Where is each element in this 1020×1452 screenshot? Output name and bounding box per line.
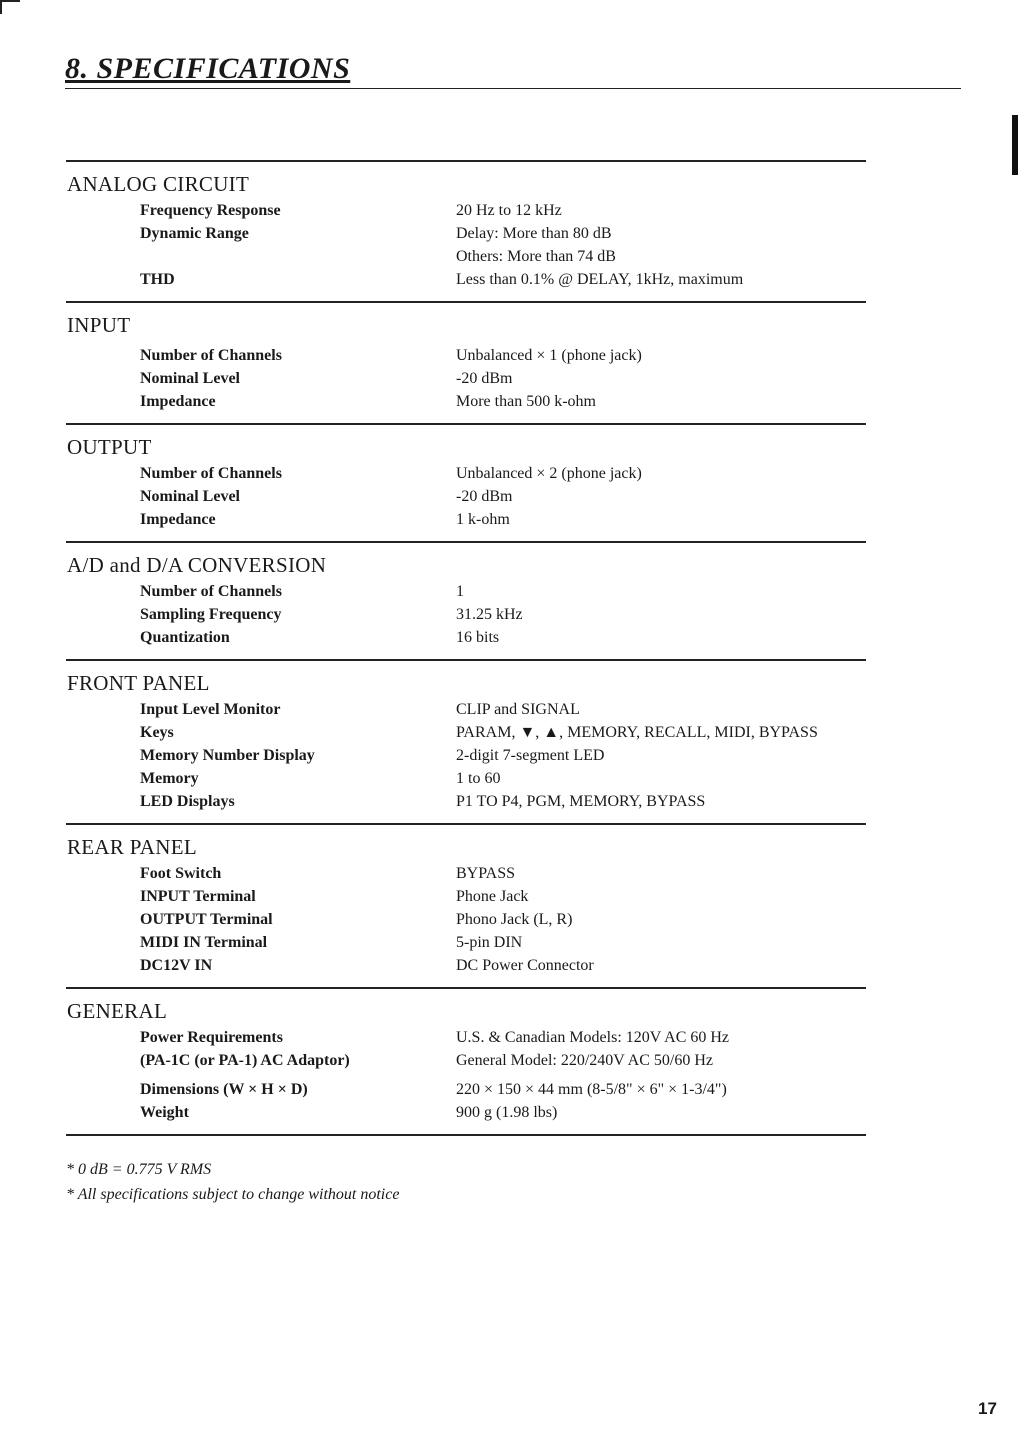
section-output [66, 423, 866, 541]
section-general [66, 987, 866, 1136]
spec-row [66, 1026, 866, 1049]
section-title: FRONT PANEL [67, 671, 210, 695]
spec-label: LED Displays [140, 793, 235, 810]
spec-value: CLIP and SIGNAL [456, 701, 580, 718]
spec-label: Sampling Frequency [140, 606, 282, 623]
spec-row [66, 245, 866, 268]
footnote: * All specifications subject to change without notice [66, 1186, 400, 1203]
spec-value: General Model: 220/240V AC 50/60 Hz [456, 1052, 714, 1069]
spec-label: Quantization [140, 629, 230, 646]
spec-value: BYPASS [456, 865, 516, 882]
spec-row [66, 268, 866, 291]
spec-label: MIDI IN Terminal [140, 934, 268, 951]
spec-value: 16 bits [456, 629, 500, 646]
spec-value: 2-digit 7-segment LED [456, 747, 605, 764]
spec-row [66, 485, 866, 508]
spec-label: Number of Channels [140, 347, 282, 364]
spec-row [66, 721, 866, 744]
spec-value: Unbalanced × 2 (phone jack) [456, 465, 642, 482]
spec-label: Dynamic Range [140, 225, 249, 242]
spec-row [66, 790, 866, 813]
spec-row [66, 462, 866, 485]
footnote: * 0 dB = 0.775 V RMS [66, 1161, 212, 1178]
spec-label [66, 245, 456, 268]
spec-label: Foot Switch [140, 865, 222, 882]
spec-row [66, 744, 866, 767]
spec-row [66, 603, 866, 626]
section-ad-da-conversion [66, 541, 866, 659]
section-analog-circuit [66, 160, 866, 301]
spec-row [66, 698, 866, 721]
spec-value: 31.25 kHz [456, 606, 523, 623]
spec-label: Nominal Level [140, 370, 240, 387]
spec-row [66, 390, 866, 413]
section-title: GENERAL [67, 999, 168, 1023]
spec-row [66, 931, 866, 954]
spec-label: Dimensions (W × H × D) [140, 1081, 308, 1098]
section-title: OUTPUT [67, 435, 152, 459]
spec-label: OUTPUT Terminal [140, 911, 273, 928]
title-rule [65, 88, 961, 89]
spec-row [66, 367, 866, 390]
spec-label: Memory [140, 770, 199, 787]
spec-label: THD [140, 271, 175, 288]
spec-value: 1 k-ohm [456, 511, 510, 528]
spec-label: Number of Channels [140, 583, 282, 600]
spec-row [66, 344, 866, 367]
spec-row [66, 1101, 866, 1124]
spec-value: DC Power Connector [456, 957, 594, 974]
footnotes [66, 1157, 399, 1207]
spec-value: Phone Jack [456, 888, 529, 905]
spec-value: 20 Hz to 12 kHz [456, 202, 562, 219]
spec-value: 220 × 150 × 44 mm (8-5/8" × 6" × 1-3/4") [456, 1081, 727, 1098]
spec-value: U.S. & Canadian Models: 120V AC 60 Hz [456, 1029, 730, 1046]
spec-row [66, 508, 866, 531]
spec-value: Phono Jack (L, R) [456, 911, 573, 928]
spec-row [66, 626, 866, 649]
section-input [66, 301, 866, 423]
spec-value: 1 to 60 [456, 770, 501, 787]
spec-label: INPUT Terminal [140, 888, 256, 905]
section-front-panel [66, 659, 866, 823]
spec-row [66, 954, 866, 977]
spec-label: Impedance [140, 393, 216, 410]
spec-value: Delay: More than 80 dB [456, 225, 612, 242]
spec-label: DC12V IN [140, 957, 213, 974]
spec-row [66, 1049, 866, 1072]
spec-label: Input Level Monitor [140, 701, 281, 718]
spec-value: Unbalanced × 1 (phone jack) [456, 347, 642, 364]
spec-row [66, 885, 866, 908]
section-title: ANALOG CIRCUIT [67, 172, 250, 196]
spec-value: Others: More than 74 dB [456, 248, 616, 265]
section-title: A/D and D/A CONVERSION [67, 553, 327, 577]
spec-value: Less than 0.1% @ DELAY, 1kHz, maximum [456, 271, 744, 288]
spec-value: 5-pin DIN [456, 934, 523, 951]
page-edge-tab-mark [1012, 115, 1018, 175]
spec-label: Number of Channels [140, 465, 282, 482]
spec-value: 1 [456, 583, 464, 600]
spec-value: More than 500 k-ohm [456, 393, 596, 410]
spec-label: Weight [140, 1104, 189, 1121]
section-title: REAR PANEL [67, 835, 197, 859]
spec-value: P1 TO P4, PGM, MEMORY, BYPASS [456, 793, 706, 810]
spec-row [66, 1078, 866, 1101]
specifications-table [66, 160, 866, 1136]
spec-value: 900 g (1.98 lbs) [456, 1104, 558, 1121]
section-title: INPUT [67, 313, 131, 337]
spec-label: Keys [140, 724, 174, 741]
spec-value: -20 dBm [456, 488, 513, 505]
spec-label: Power Requirements [140, 1029, 283, 1046]
spec-row [66, 767, 866, 790]
spec-value: -20 dBm [456, 370, 513, 387]
spec-label: Impedance [140, 511, 216, 528]
spec-row [66, 862, 866, 885]
spec-row [66, 222, 866, 245]
spec-row [66, 580, 866, 603]
spec-row [66, 199, 866, 222]
section-rear-panel [66, 823, 866, 987]
spec-label: Nominal Level [140, 488, 240, 505]
page-title: 8. SPECIFICATIONS [65, 52, 351, 85]
page-number: 17 [978, 1399, 997, 1418]
spec-label: Frequency Response [140, 202, 281, 219]
spec-label: (PA-1C (or PA-1) AC Adaptor) [140, 1052, 350, 1069]
spec-label: Memory Number Display [140, 747, 315, 764]
spec-row [66, 908, 866, 931]
spec-value: PARAM, ▼, ▲, MEMORY, RECALL, MIDI, BYPASS [456, 724, 818, 741]
scan-corner-mark [0, 0, 20, 14]
